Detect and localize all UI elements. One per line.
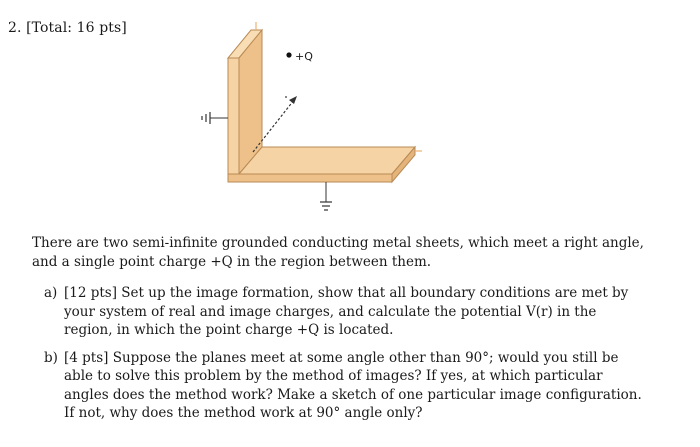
ground-icon-bottom <box>320 182 332 210</box>
position-vector-arrowhead <box>289 96 297 104</box>
subquestion-a <box>44 284 644 340</box>
point-charge-dot <box>286 52 291 57</box>
figure-svg <box>190 22 440 222</box>
vertical-sheet-front <box>228 58 239 174</box>
subquestion-list <box>44 284 644 432</box>
subquestion-b <box>44 349 644 423</box>
subquestion-text: [4 pts] Suppose the planes meet at some angle other than 90°; would you still be able to solve this problem by the method of images? If yes, at which particular angles does the method work? Make a sketch of one particular image configuration. If not, why does the method work at 90° angle only? <box>64 349 642 421</box>
subquestion-marker: a) <box>44 285 58 301</box>
problem-statement: There are two semi-infinite grounded conducting metal sheets, which meet a right angle, and a single point charge +Q in the region between them. <box>32 235 644 270</box>
vector-tip-mark <box>285 96 287 98</box>
horizontal-sheet-front <box>228 174 392 182</box>
charge-label: +Q <box>295 50 313 63</box>
subquestion-marker: b) <box>44 349 58 366</box>
subquestion-text: [12 pts] Set up the image formation, show that all boundary conditions are met by your system of real and image charges, and calculate the potential V(r) in the region, in which the point charge +Q is located. <box>64 285 629 338</box>
ground-icon-left <box>202 112 228 124</box>
horizontal-sheet-top <box>239 147 415 174</box>
conducting-sheets-figure <box>190 22 440 222</box>
problem-header: 2. [Total: 16 pts] <box>8 20 127 36</box>
